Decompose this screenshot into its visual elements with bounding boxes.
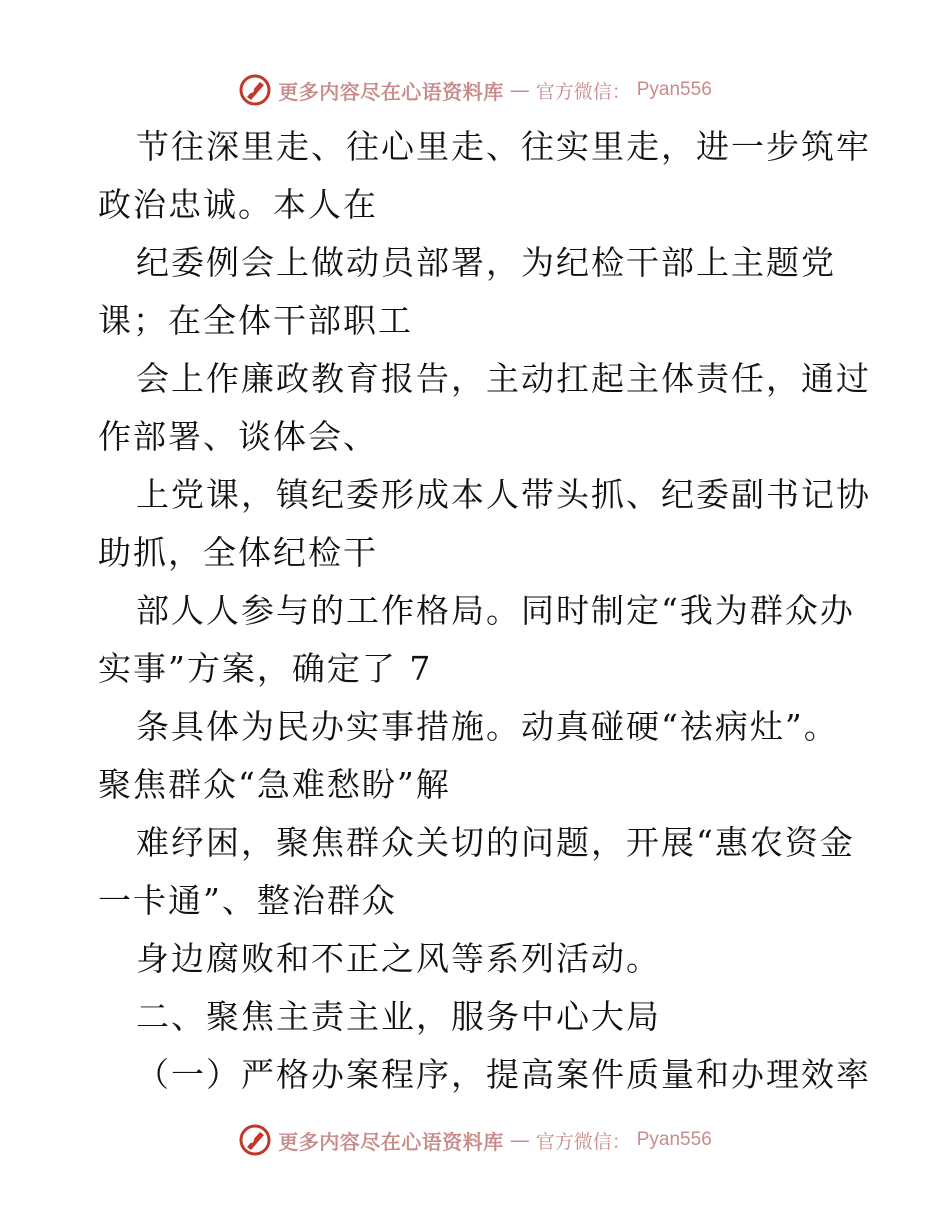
text-line: 身边腐败和不正之风等系列活动。: [136, 939, 661, 978]
header-watermark: [0, 70, 950, 110]
text-line: 作部署、谈体会、: [98, 417, 378, 456]
text-line: 实事”方案，确定了 7: [98, 649, 433, 688]
text-line: 纪委例会上做动员部署，为纪检干部上主题党: [136, 243, 836, 282]
text-line: 会上作廉政教育报告，主动扛起主体责任，通过: [136, 359, 871, 398]
text-line: 上党课，镇纪委形成本人带头抓、纪委副书记协: [136, 475, 871, 514]
watermark-separator: —: [509, 1128, 530, 1152]
text-line: 难纾困，聚焦群众关切的问题，开展“惠农资金: [136, 823, 855, 862]
text-line: 一卡通”、整治群众: [98, 881, 397, 920]
watermark-official-label: 官方微信：: [535, 1130, 631, 1153]
text-line: 课；在全体干部职工: [98, 301, 413, 340]
text-line: 助抓，全体纪检干: [98, 533, 378, 572]
text-line: 节往深里走、往心里走、往实里走，进一步筑牢: [136, 127, 871, 166]
watermark-main-text: 更多内容尽在心语资料库: [278, 79, 504, 104]
text-line: 条具体为民办实事措施。动真碰硬“祛病灶”。: [136, 707, 839, 746]
text-line: （一）严格办案程序，提高案件质量和办理效率: [136, 1055, 871, 1094]
watermark-official-label: 官方微信：: [535, 80, 631, 103]
document-body: [98, 118, 871, 1104]
watermark-wechat-id: Pyan556: [636, 79, 712, 100]
text-line: 二、聚焦主责主业，服务中心大局: [136, 997, 661, 1036]
text-line: 政治忠诚。本人在: [98, 185, 378, 224]
watermark-separator: —: [509, 78, 530, 102]
logo-icon: [238, 73, 272, 107]
logo-icon: [238, 1123, 272, 1157]
text-line: 部人人参与的工作格局。同时制定“我为群众办: [136, 591, 855, 630]
footer-watermark: [0, 1120, 950, 1160]
watermark-wechat-id: Pyan556: [636, 1129, 712, 1150]
watermark-main-text: 更多内容尽在心语资料库: [278, 1129, 504, 1154]
text-line: 聚焦群众“急难愁盼”解: [98, 765, 451, 804]
